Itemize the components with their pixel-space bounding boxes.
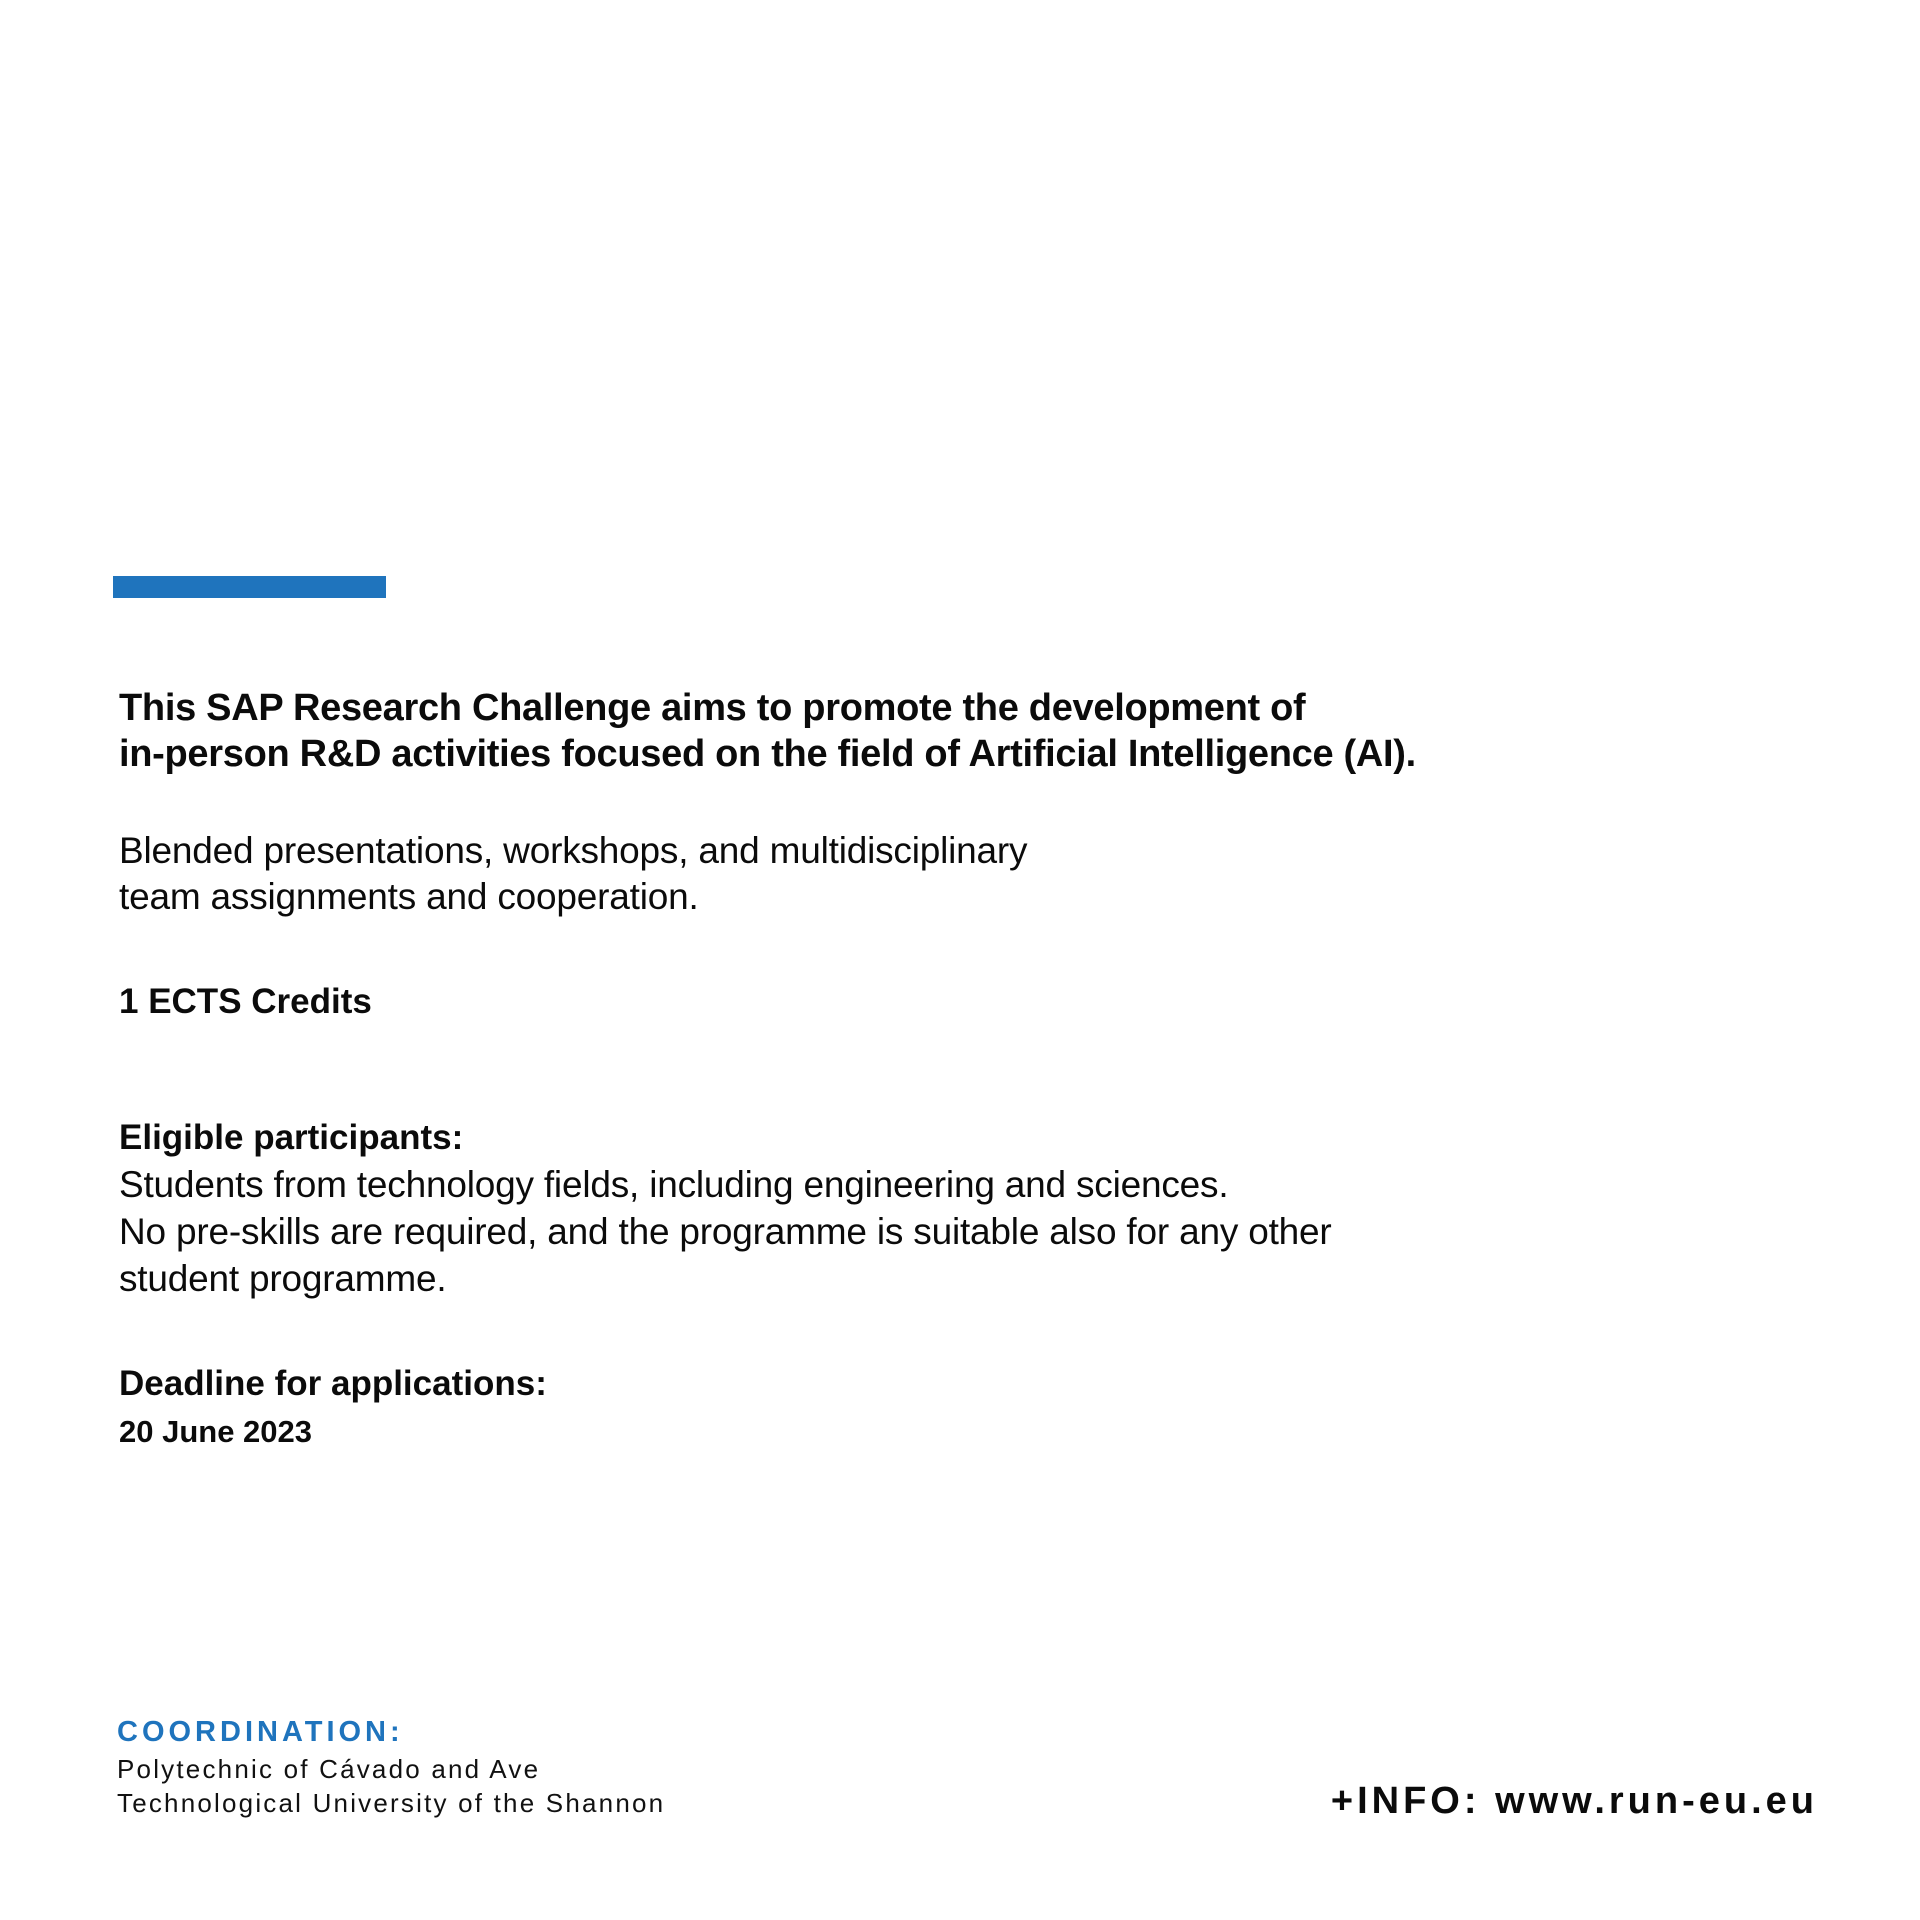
deadline-label: Deadline for applications: — [119, 1364, 547, 1403]
intro-line-2: in-person R&D activities focused on the field of Artificial Intelligence (AI). — [119, 733, 1416, 775]
format-line-1: Blended presentations, workshops, and multidisciplinary — [119, 830, 1028, 871]
coordination-org-1: Polytechnic of Cávado and Ave — [117, 1754, 541, 1784]
accent-bar — [113, 576, 386, 598]
deadline-date: 20 June 2023 — [119, 1414, 313, 1449]
ects-credits: 1 ECTS Credits — [119, 982, 372, 1021]
eligibility-line-1: Students from technology fields, including engineering and sciences. — [119, 1164, 1229, 1205]
eligibility-line-2: No pre-skills are required, and the programme is suitable also for any other — [119, 1211, 1332, 1252]
eligibility-line-3: student programme. — [119, 1258, 447, 1299]
format-line-2: team assignments and cooperation. — [119, 876, 699, 917]
coordination-label: COORDINATION: — [117, 1716, 404, 1748]
coordination-org-2: Technological University of the Shannon — [117, 1788, 666, 1818]
info-link[interactable]: +INFO: www.run-eu.eu — [1330, 1780, 1818, 1822]
intro-line-1: This SAP Research Challenge aims to promote the development of — [119, 687, 1306, 729]
eligibility-label: Eligible participants: — [119, 1118, 464, 1157]
